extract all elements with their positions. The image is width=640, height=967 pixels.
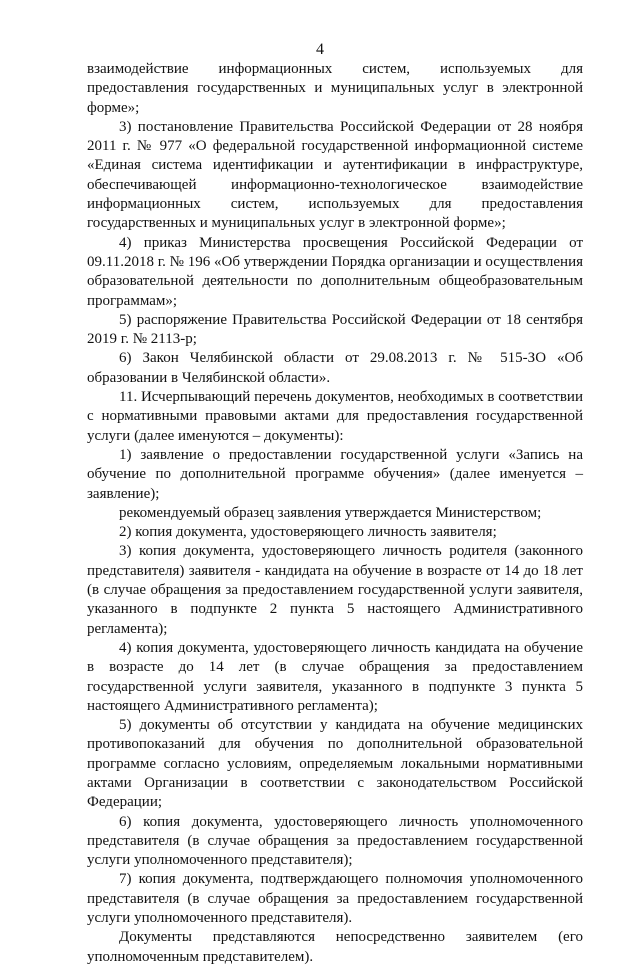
paragraph-doc-5: 5) документы об отсутствии у кандидата на обучение медицинских противопоказаний для обучения по дополнительной образовательной программе согласно условиям, определяемым локальными нормативными актами Организации в соответствии с законодательством Российской Федерации; (87, 717, 583, 811)
paragraph-item-5: 5) распоряжение Правительства Российской Федерации от 18 сентября 2019 г. № 2113-р; (87, 311, 583, 348)
paragraph-item-6: 6) Закон Челябинской области от 29.08.2013 г. № 515-ЗО «Об образовании в Челябинской области». (87, 350, 583, 386)
paragraph-submission: Документы представляются непосредственно заявителем (его уполномоченным представителем). (87, 929, 583, 965)
document-body (87, 60, 583, 967)
paragraph-item-3: 3) постановление Правительства Российской Федерации от 28 ноября 2011 г. № 977 «О федеральной государственной информационной системе «Единая система идентификации и аутентификации в инфраструктуре, обеспечивающей информационно-технологическое взаимодействие информационных систем, используемых для предоставления государственных и муниципальных услуг в электронной форме»; (87, 118, 583, 232)
paragraph-doc-1: 1) заявление о предоставлении государственной услуги «Запись на обучение по дополнительной программе обучения» (далее именуется – заявление); (87, 446, 583, 502)
paragraph-doc-3: 3) копия документа, удостоверяющего личность родителя (законного представителя) заявителя - кандидата на обучение в возрасте от 14 до 18 лет (в случае обращения за предоставлением государственной услуги заявителя, указанного в подпункте 2 пункта 5 настоящего Административного регламента); (87, 543, 583, 637)
page-number: 4 (316, 41, 324, 58)
paragraph-doc-2: 2) копия документа, удостоверяющего личность заявителя; (119, 524, 497, 541)
paragraph-item-4: 4) приказ Министерства просвещения Российской Федерации от 09.11.2018 г. № 196 «Об утверждении Порядка организации и осуществления образовательной деятельности по дополнительным общеобразовательным программам»; (87, 234, 583, 309)
paragraph-section-11: 11. Исчерпывающий перечень документов, необходимых в соответствии с нормативными правовыми актами для предоставления государственной услуги (далее именуются – документы): (87, 389, 583, 444)
paragraph-doc-4: 4) копия документа, удостоверяющего личность кандидата на обучение в возрасте до 14 лет (в случае обращения за предоставлением государственной услуги заявителя, указанного в подпункте 3 пункта 5 настоящего Административного регламента); (87, 639, 583, 714)
paragraph-sample-note: рекомендуемый образец заявления утверждается Министерством; (119, 504, 542, 521)
paragraph-continuation: взаимодействие информационных систем, используемых для предоставления государственных и муниципальных услуг в электронной форме»; (87, 61, 583, 116)
paragraph-doc-7: 7) копия документа, подтверждающего полномочия уполномоченного представителя (в случае обращения за предоставлением государственной услуги уполномоченного представителя). (87, 871, 583, 927)
paragraph-doc-6: 6) копия документа, удостоверяющего личность уполномоченного представителя (в случае обращения за предоставлением государственной услуги уполномоченного представителя); (87, 813, 583, 869)
